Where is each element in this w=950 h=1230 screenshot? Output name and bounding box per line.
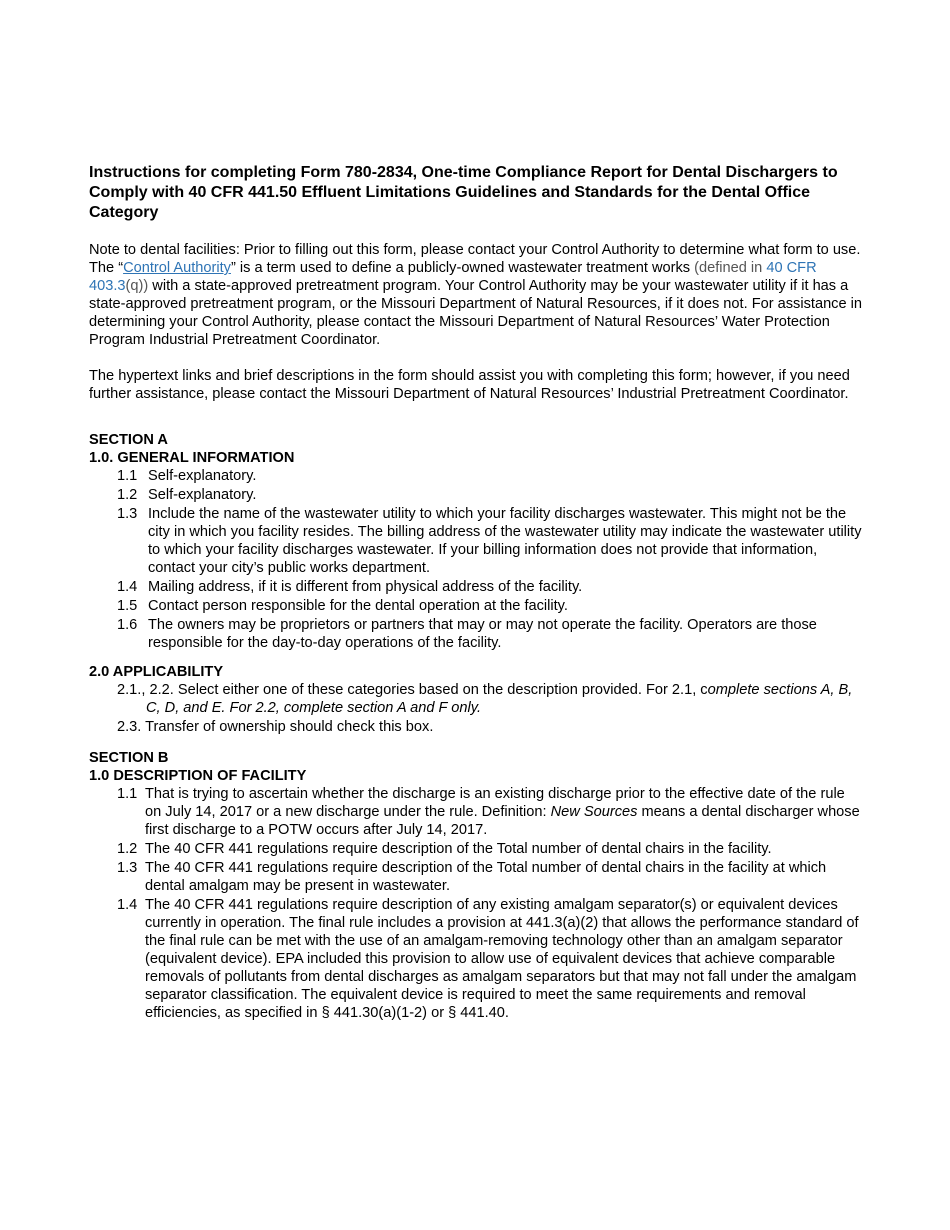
control-authority-link[interactable]: Control Authority [123, 260, 231, 276]
applicability-heading: 2.0 APPLICABILITY [89, 664, 224, 680]
list-item: 1.3 Include the name of the wastewater utility to which your facility discharges wastewater. This might not be the city in which you facility resides. The billing address of the wastewater utility may indicate the wastewater utility to which your facility discharges wastewater. If your billing information does not provide that information, contact your city’s public works department. [117, 506, 862, 576]
description-of-facility-heading: 1.0 DESCRIPTION OF FACILITY [89, 768, 307, 784]
document-title: Instructions for completing Form 780-2834, One-time Compliance Report for Dental Dischargers to Comply with 40 CFR 441.50 Effluent Limitations Guidelines and Standards for the Dental Office Category [89, 164, 838, 221]
defined-in-text: (defined in [694, 260, 767, 276]
list-item: 1.1 That is trying to ascertain whether the discharge is an existing discharge prior to the effective date of the rule on July 14, 2017 or a new discharge under the rule. Definition: New Sources means a dental discharger whose first discharge to a POTW occurs after July 14, 2017. [117, 786, 860, 838]
section-a-label: SECTION A [89, 432, 168, 448]
general-information-list [89, 467, 864, 652]
list-item: 1.2 Self-explanatory. [117, 487, 257, 503]
section-b-label: SECTION B [89, 750, 169, 766]
note-text-2: ” is a term used to define a publicly-owned wastewater treatment works [230, 260, 695, 276]
list-item: 1.3 The 40 CFR 441 regulations require description of the Total number of dental chairs in the facility at which dental amalgam may be present in wastewater. [117, 860, 827, 894]
list-item: 1.4 Mailing address, if it is different from physical address of the facility. [117, 579, 583, 595]
note-text-3: with a state-approved pretreatment program. Your Control Authority may be your wastewater utility if it has a state-approved pretreatment program, or the Missouri Department of Natural Resources, if it does not. For assistance in determining your Control Authority, please contact the Missouri Department of Natural Resources’ Water Protection Program Industrial Pretreatment Coordinator. [89, 278, 863, 348]
list-item: 1.4 The 40 CFR 441 regulations require description of any existing amalgam separator(s) or equivalent devices currently in operation. The final rule includes a provision at 441.3(a)(2) that allows the performance standard of the final rule can be met with the use of an amalgam-removing technology other than an amalgam separator (equivalent device). EPA included this provision to allow use of equivalent devices that achieve comparable removals of pollutants from dental discharges as amalgam separators but that may not fall under the amalgam separator classification. The equivalent device is required to meet the same requirements and removal efficiencies, as specified in § 441.30(a)(1-2) or § 441.40. [117, 897, 859, 1021]
note-paragraph [89, 241, 864, 349]
cfr-403-link[interactable]: 40 CFR 403.3 [89, 260, 817, 294]
document-body [89, 163, 864, 1023]
description-list [89, 785, 864, 1022]
general-information-heading: 1.0. GENERAL INFORMATION [89, 450, 295, 466]
list-item: 2.3. Transfer of ownership should check this box. [117, 719, 434, 735]
list-item: 1.6 The owners may be proprietors or partners that may or may not operate the facility. Operators are those responsible for the day-to-day operations of the facility. [117, 617, 817, 651]
list-item: 2.1., 2.2. Select either one of these categories based on the description provided. For 2.1, complete sections A, B, C, D, and E. For 2.2, complete section A and F only. [117, 682, 853, 716]
applicability-list [89, 681, 864, 736]
list-item: 1.5 Contact person responsible for the dental operation at the facility. [117, 598, 568, 614]
list-item: 1.2 The 40 CFR 441 regulations require description of the Total number of dental chairs in the facility. [117, 841, 772, 857]
list-item: 1.1 Self-explanatory. [117, 468, 257, 484]
hypertext-paragraph: The hypertext links and brief descriptions in the form should assist you with completing this form; however, if you need further assistance, please contact the Missouri Department of Natural Resources’ Industrial Pretreatment Coordinator. [89, 368, 850, 402]
note-text-1: Note to dental facilities: Prior to filling out this form, please contact your Control Authority to determine what form to use. The “ [89, 242, 861, 276]
defined-close-text: (q)) [125, 278, 149, 294]
